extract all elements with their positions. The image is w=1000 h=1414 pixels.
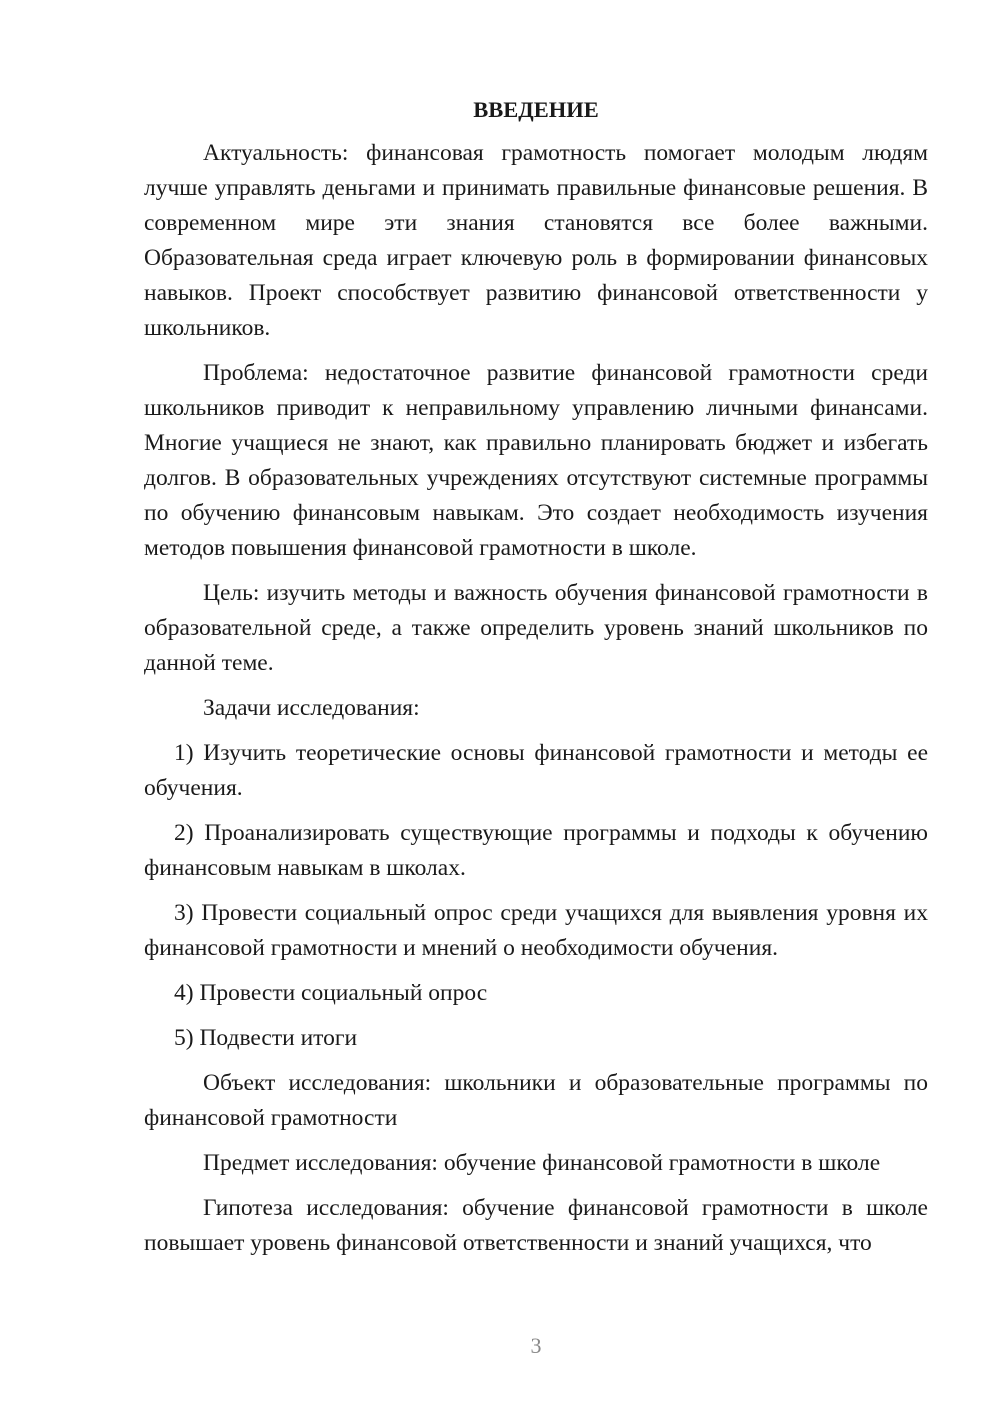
task-item-1: 1) Изучить теоретические основы финансовой грамотности и методы ее обучения. — [144, 740, 928, 801]
section-heading: ВВЕДЕНИЕ — [473, 97, 599, 122]
tasks-title: Задачи исследования: — [203, 695, 420, 721]
paragraph-goal: Цель: изучить методы и важность обучения финансовой грамотности в образовательной среде, а также определить уровень знаний школьников по данной теме. — [144, 580, 928, 676]
page-number: 3 — [530, 1333, 542, 1358]
paragraph-subject: Предмет исследования: обучение финансовой грамотности в школе — [203, 1150, 881, 1176]
paragraph-object: Объект исследования: школьники и образовательные программы по финансовой грамотности — [144, 1070, 928, 1131]
task-item-5: 5) Подвести итоги — [174, 1025, 358, 1051]
paragraph-hypothesis: Гипотеза исследования: обучение финансовой грамотности в школе повышает уровень финансовой ответственности и знаний учащихся, что — [144, 1195, 928, 1256]
task-item-3: 3) Провести социальный опрос среди учащихся для выявления уровня их финансовой грамотности и мнений о необходимости обучения. — [144, 900, 928, 961]
paragraph-relevance: Актуальность: финансовая грамотность помогает молодым людям лучше управлять деньгами и принимать правильные финансовые решения. В современном мире эти знания становятся все более важными. Образовательная среда играет ключевую роль в формировании финансовых навыков. Проект способствует развитию финансовой ответственности у школьников. — [144, 140, 928, 341]
paragraph-problem: Проблема: недостаточное развитие финансовой грамотности среди школьников приводит к неправильному управлению личными финансами. Многие учащиеся не знают, как правильно планировать бюджет и избегать долгов. В образовательных учреждениях отсутствуют системные программы по обучению финансовым навыкам. Это создает необходимость изучения методов повышения финансовой грамотности в школе. — [144, 360, 928, 561]
task-item-2: 2) Проанализировать существующие программы и подходы к обучению финансовым навыкам в школах. — [144, 820, 928, 881]
page-content — [144, 94, 928, 1271]
task-item-4: 4) Провести социальный опрос — [174, 980, 488, 1006]
